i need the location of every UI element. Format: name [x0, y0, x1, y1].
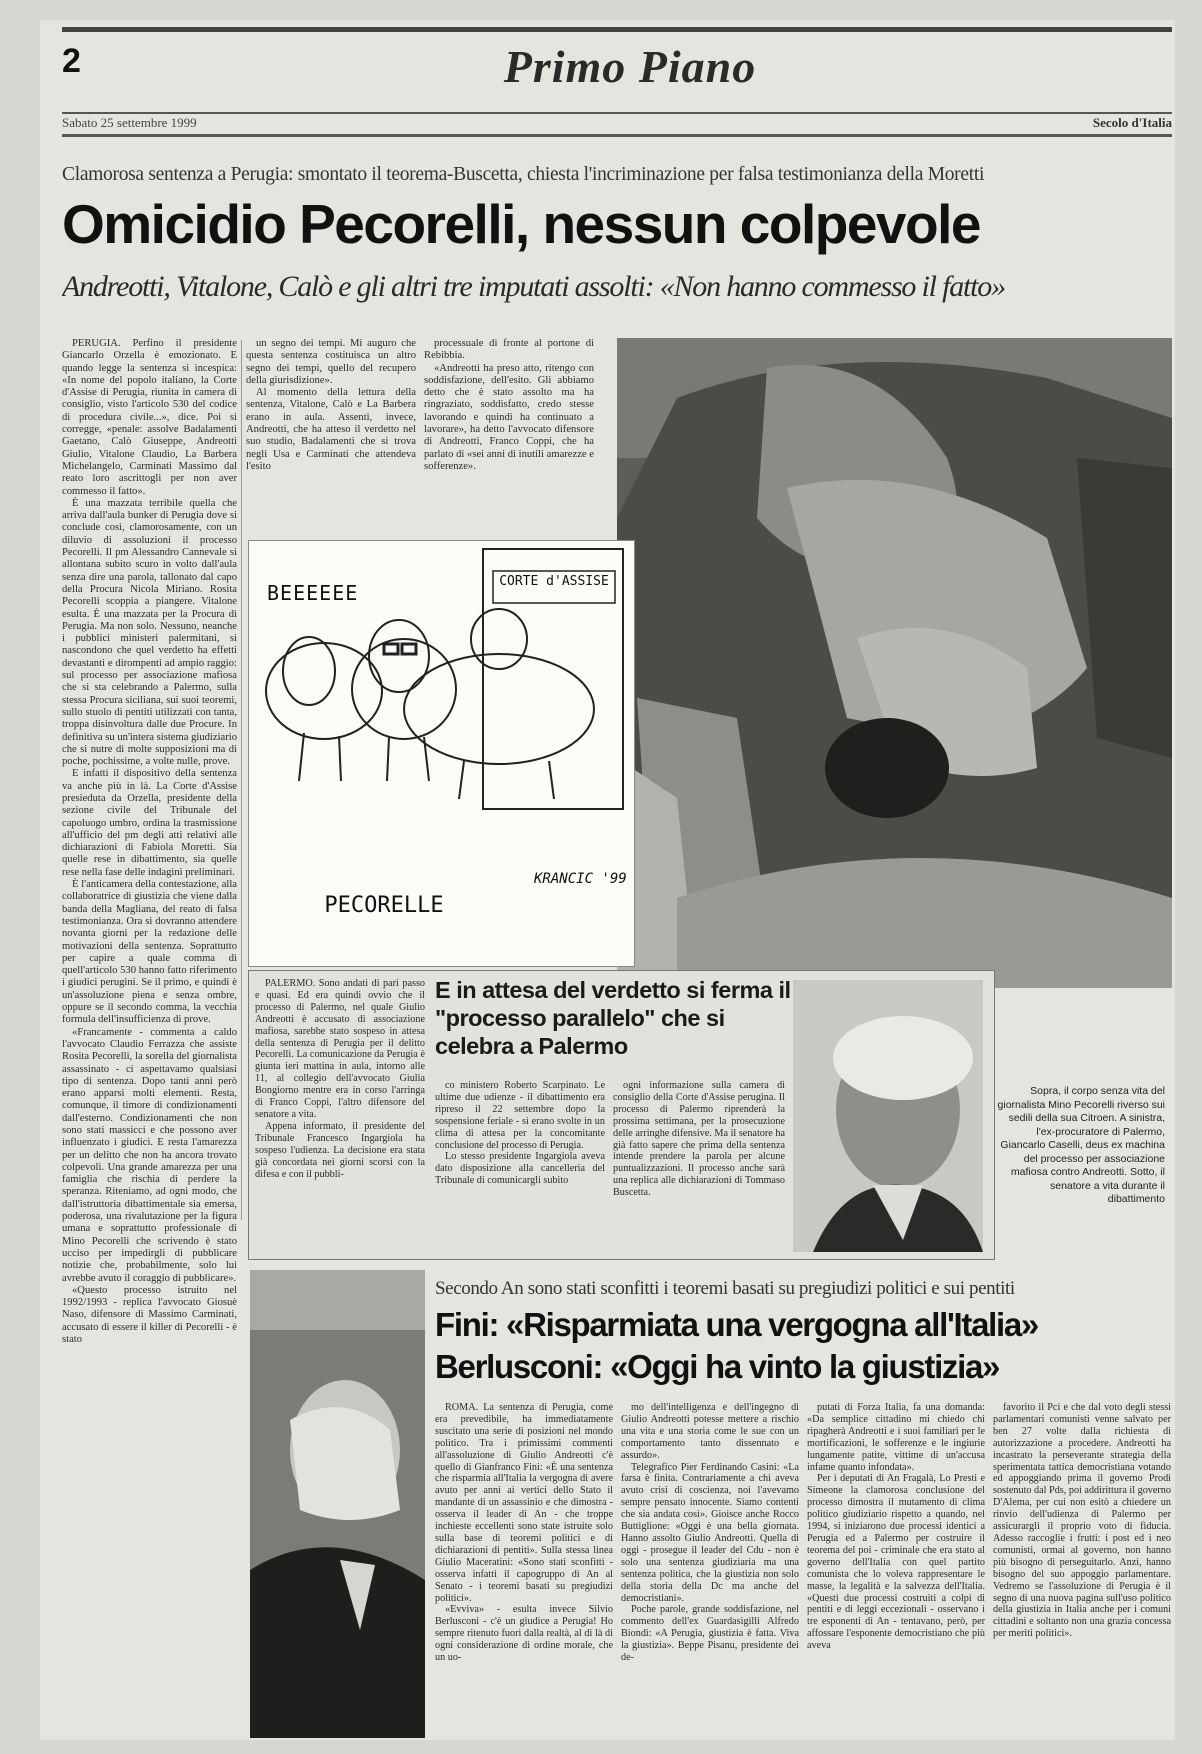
lead-col2-paragraph: Al momento della lettura della sentenza, Vitalone, Calò e La Barbera erano in aula. Assenti, invece, Andreotti, che ha atteso il verdetto nel suo studio, Badalamenti che si trova negli Usa e Carminati che attendeva l'esito — [246, 387, 416, 472]
lead-kicker: Clamorosa sentenza a Perugia: smontato il teorema-Buscetta, chiesta l'incriminazione per falsa testimonianza della Moretti — [62, 164, 985, 185]
top-rule — [62, 27, 1172, 32]
second-column-4 — [993, 1402, 1171, 1738]
newspaper-page — [40, 20, 1175, 1740]
second-col3-paragraph: Per i deputati di An Fragalà, Lo Presti e Simeone la clamorosa conclusione del processo dimostra il mutamento di clima politico giudiziario rispetto a quando, nel 1994, si iniziarono due processi identici a Perugia ed a Palermo per costruire il teorema del poi - criminale che era stato al governo dell'Italia con quel partito comunista che lo voleva rappresentare le masse, la legalità e la salvezza dell'Italia. «Questi due processi costruiti a colpi di pentiti e di leggi eccezionali - osservano i tre esponenti di An - tentavano, però, per affossare l'esponente democristiano che più aveva — [807, 1473, 985, 1652]
second-col2-paragraph: Telegrafico Pier Ferdinando Casini: «La farsa è finita. Contrariamente a chi aveva avuto crisi di coscienza, noi l'avevamo sempre pensato innocente. Siamo contenti che sia andata così». Gioisce anche Rocco Buttiglione: «Oggi è una bella giornata. Hanno assolto Giulio Andreotti. Quella di oggi - prosegue il leader del Cdu - non è solo una sentenza giudiziaria ma una sentenza politica, che la giustizia non solo della storia della Dc ma anche del democristiani». — [621, 1461, 799, 1604]
second-col2-paragraph: mo dell'intelligenza e dell'ingegno di Giulio Andreotti potesse mettere a rischio una vita e una storia come le sue con un comportamento tanto dissennato e assurdo». — [621, 1402, 799, 1461]
second-headline-1: Fini: «Risparmiata una vergogna all'Italia» — [435, 1306, 1038, 1343]
palermo-col2-paragraph: co ministero Roberto Scarpinato. Le ultime due udienze - il dibattimento era ripreso il 22 settembre dopo la sospensione feriale - si erano svolte in un clima di attesa per la concomitante conclusione del processo di Perugia. — [435, 1080, 605, 1151]
second-column-1 — [435, 1402, 613, 1738]
lead-headline: Omicidio Pecorelli, nessun colpevole — [62, 193, 980, 255]
caselli-portrait-graphic — [793, 980, 983, 1252]
cartoon-speech: BEEEEEE — [267, 581, 359, 605]
newspaper-name: Secolo d'Italia — [1092, 115, 1172, 130]
lead-col1-paragraph: PERUGIA. Perfino il presidente Giancarlo Orzella è emozionato. E quando legge la sentenza si incespica: «In nome del popolo italiano, la Corte d'Assise di Perugia, riunita in camera di consiglio, visto l'articolo 530 del codice di procedura civile...», dice. Poi si corregge, «penale: assolve Badalamenti Gaetano, Calò Giuseppe, Andreotti Giulio, Vitalone Claudio, La Barbera Michelangelo, Carminati Massimo dal reato loro ascrittogli per non aver commesso il fatto». — [62, 338, 237, 497]
lead-column-1 — [62, 338, 237, 1740]
lead-col1-paragraph: «Questo processo istruito nel 1992/1993 - replica l'avvocato Giosuè Naso, difensore di Massimo Carminati, accusato di essere il killer di Pecorelli - è stato — [62, 1284, 237, 1346]
lead-col3-paragraph: processuale di fronte al portone di Rebibbia. — [424, 338, 594, 362]
palermo-column-2 — [435, 1080, 605, 1250]
second-col4-paragraph: favorito il Pci e che dal voto degli stessi parlamentari comunisti venne salvato per ben 27 volte dalla richiesta di autorizzazione a procedere. Andreotti ha incastrato la perseverante strategia della sperimentata tattica democristiana votando ed appoggiando prima il governo Prodi sostenuto dal Pds, poi addirittura il governo D'Alema, per cui non esitò a chiedere un rinvio dell'udienza di Palermo per assicurargli il proprio voto di fiducia. Adesso raccoglie i frutti: i post ed i neo comunisti, ormai al governo, non hanno più bisogno di perseguitarlo. Anzi, hanno bisogno del suo appoggio parlamentare. Vedremo se l'assoluzione di Perugia è il segno di una nuova pagina sull'uso politico della giustizia in Italia anche per i comuni cittadini e soltanto non una grazia concessa per meriti politici». — [993, 1402, 1171, 1640]
palermo-column-1 — [255, 978, 425, 1250]
andreotti-photo-graphic — [250, 1270, 425, 1738]
second-col2-paragraph: Poche parole, grande soddisfazione, nel commento dell'ex Guardasigilli Alfredo Biondi: «A Perugia, giustizia è fatta. Viva la giustizia». Beppe Pisanu, presidente dei de- — [621, 1604, 799, 1664]
palermo-col2-paragraph: Lo stesso presidente Ingargiola aveva dato disposizione alla cancelleria del Tribunale di comunicargli subito — [435, 1151, 605, 1187]
second-column-2 — [621, 1402, 799, 1738]
cartoon-signature: KRANCIC '99 — [534, 871, 627, 887]
lead-subheadline: Andreotti, Vitalone, Calò e gli altri tre imputati assolti: «Non hanno commesso il fatto» — [62, 270, 1005, 303]
lead-col1-paragraph: «Francamente - commenta a caldo l'avvocato Claudio Ferrazza che assiste Rosita Pecorelli, la sorella del giornalista assassinato - ci aspettavamo qualsiasi tipo di sentenza. Dopo tanti anni però erano apparsi molti elementi. Resta, comunque, il timore di condizionamenti dall'esterno. Condizionamenti che non sono stati massicci e che possono aver influenzato i giudici. E resta l'amarezza per un delitto che non ha ancora trovato colpevoli. Una grande amarezza per una famiglia che rischia di perdere la speranza. Riteniamo, ad ogni modo, che dall'istruttoria dibattimentale sia emersa, poderosa, una rivalutazione per la figura umana e soprattutto professionale di Mino Pecorelli che scrivendo è stato ucciso per impedirgli di pubblicare notizie che, probabilmente, solo lui avrebbe avuto il coraggio di pubblicare». — [62, 1026, 237, 1284]
lead-col1-paragraph: È l'anticamera della contestazione, alla collaboratrice di giustizia che viene dalla banda della Magliana, del reato di falsa testimonianza. Ora si dovranno attendere novanta giorni per la redazione delle motivazioni della sentenza. Soprattutto per capire a quale comma di quell'articolo 530 hanno fatto riferimento i giudici perugini. Se il primo, e quindi è un'assoluzione piena e senza ombre, oppure se il secondo comma, la vecchia formula dell'insufficienza di prove. — [62, 879, 237, 1026]
cartoon — [248, 540, 635, 967]
second-col1-paragraph: ROMA. La sentenza di Perugia, come era prevedibile, ha immediatamente suscitato una serie di posizioni nel mondo politico. Tra i primissimi commenti all'assoluzione di Giulio Andreotti c'è quello di Gianfranco Fini: «È una sentenza che risparmia all'Italia la vergogna di avere avuto per anni ai vertici dello Stato il mandante di un assassinio e che dimostra - osserva il leader di An - che troppe inchieste eccellenti sono state istruite solo sulla base di teoremi politici e di dichiarazioni di pentiti». Sulla stessa linea Giulio Maceratini: «Sono stati sconfitti - osserva infatti il capogruppo di An al Senato - i teoremi basati su pregiudizi politici». — [435, 1402, 613, 1604]
second-kicker: Secondo An sono stati sconfitti i teoremi basati su pregiudizi politici e sui pentiti — [435, 1278, 1015, 1299]
lead-col2-paragraph: un segno dei tempi. Mi auguro che questa sentenza costituisca un altro segno dei tempi, quello del recupero della giurisdizione». — [246, 338, 416, 386]
lead-column-2 — [246, 338, 416, 558]
palermo-col1-paragraph: PALERMO. Sono andati di pari passo e quasi. Ed era quindi ovvio che il processo di Palermo, nel quale Giulio Andreotti è accusato di associazione mafiosa, sarebbe stato sospeso in attesa della sentenza di Perugia per il delitto Pecorelli. La comunicazione da Perugia è giunta ieri mattina in aula, intorno alle 11, al collegio dell'avvocato Giulia Bongiorno mentre era in corso l'arringa di Franco Coppi, l'altro difensore del senatore a vita. — [255, 978, 425, 1120]
header-rule-2 — [62, 134, 1172, 137]
second-col3-paragraph: putati di Forza Italia, fa una domanda: «Da semplice cittadino mi chiedo chi ripagherà Andreotti e i suoi familiari per le mortificazioni, le sofferenze e le ingiurie lungamente patite, vittime di un'accusa infame quanto infondata». — [807, 1402, 985, 1473]
issue-date: Sabato 25 settembre 1999 — [62, 115, 197, 130]
second-col1-paragraph: «Evviva» - esulta invece Silvio Berlusconi - c'è un giudice a Perugia! Ho sempre ritenuto fuori dalla realtà, al di là di ogni considerazione di ordine morale, che un uo- — [435, 1604, 613, 1664]
palermo-column-3 — [613, 1080, 785, 1250]
palermo-col1-paragraph: Appena informato, il presidente del Tribunale Francesco Ingargiola ha sospeso l'udienza. La decisione era stata già concordata nei giorni scorsi con la difesa e con il pubbli- — [255, 1120, 425, 1180]
second-column-3 — [807, 1402, 985, 1738]
second-headline-2: Berlusconi: «Oggi ha vinto la giustizia» — [435, 1348, 1000, 1385]
column-divider — [241, 340, 242, 1220]
lead-col1-paragraph: È una mazzata terribile quella che arriva dall'aula bunker di Perugia dove si conclude così, clamorosamente, con un diluvio di assoluzioni il processo Pecorelli. Il pm Alessandro Cannevale si allontana subito scuro in volto dall'aula senza dire una parola, tallonato dal capo della Procura Nicola Miriano. Rosita Pecorelli scoppia a piangere. Vitalone esulta. È una mazzata per la Procura di Perugia. Ma non solo. Nessuno, neanche i pubblici ministeri palermitani, si nascondono che quel verdetto ha effetti devastanti e dirompenti ad ampio raggio: sul processo per associazione mafiosa che si sta celebrando a Palermo, sulla stessa Procura siciliana, sui suoi teoremi, sullo stuolo di pentiti utilizzati con tanta, troppa disinvoltura dalle due Procure. In definitiva su un'intera sistema giudiziario che si nutre di molte supposizioni ma di poche, pochissime, a volte nulle, prove. — [62, 497, 237, 768]
palermo-headline: E in attesa del verdetto si ferma il "processo parallelo" che si celebra a Palermo — [435, 977, 791, 1059]
lead-column-3 — [424, 338, 594, 558]
lead-col3-paragraph: «Andreotti ha preso atto, ritengo con soddisfazione, dell'esito. Gli abbiamo detto che è stato assolto ma ha ringraziato, soddisfatto, credo stesse lavorando e quindi ha continuato a lavorare», ha detto l'avvocato difensore di Andreotti, Franco Coppi, che ha parlato di «sei anni di inutili amarezze e sofferenze». — [424, 362, 594, 472]
page-number: 2 — [62, 42, 81, 80]
palermo-col3-paragraph: ogni informazione sulla camera di consiglio della Corte d'Assise perugina. Il processo di Palermo riprenderà la prossima settimana, per la prosecuzione delle arringhe difensive. Ma il senatore ha già fatto sapere che prima della sentenza intende prendere la parola per alcune puntualizzazioni. Il processo anche sarà una replica alle dichiarazioni di Tommaso Buscetta. — [613, 1080, 785, 1199]
photo-caption: Sopra, il corpo senza vita del giornalista Mino Pecorelli riverso sui sedili della sua Citroen. A sinistra, l'ex-procuratore di Palermo, Giancarlo Caselli, deus ex machina del processo per associazione mafiosa contro Andreotti. Sotto, il senatore a vita durante il dibattimento — [997, 1085, 1165, 1205]
header-rule-1 — [62, 112, 1172, 114]
lead-col1-paragraph: E infatti il dispositivo della sentenza va anche più in là. La Corte d'Assise presieduta da Orzella, presidente della sezione civile del Tribunale del capoluogo umbro, ordina la trasmissione all'ufficio del pm degli atti relativi alle dichiarazioni di Fabiola Moretti. Sia quelle rese in dibattimento, sia quelle rese nella fase delle indagini preliminari. — [62, 768, 237, 878]
crime-scene-photo — [617, 338, 1172, 988]
caselli-portrait — [793, 980, 983, 1252]
section-title: Primo Piano — [503, 41, 757, 92]
andreotti-photo — [250, 1270, 425, 1738]
cartoon-caption: PECORELLE — [324, 893, 444, 918]
crime-scene-photo-graphic — [617, 338, 1172, 988]
cartoon-sign: CORTE d'ASSISE — [499, 574, 609, 589]
